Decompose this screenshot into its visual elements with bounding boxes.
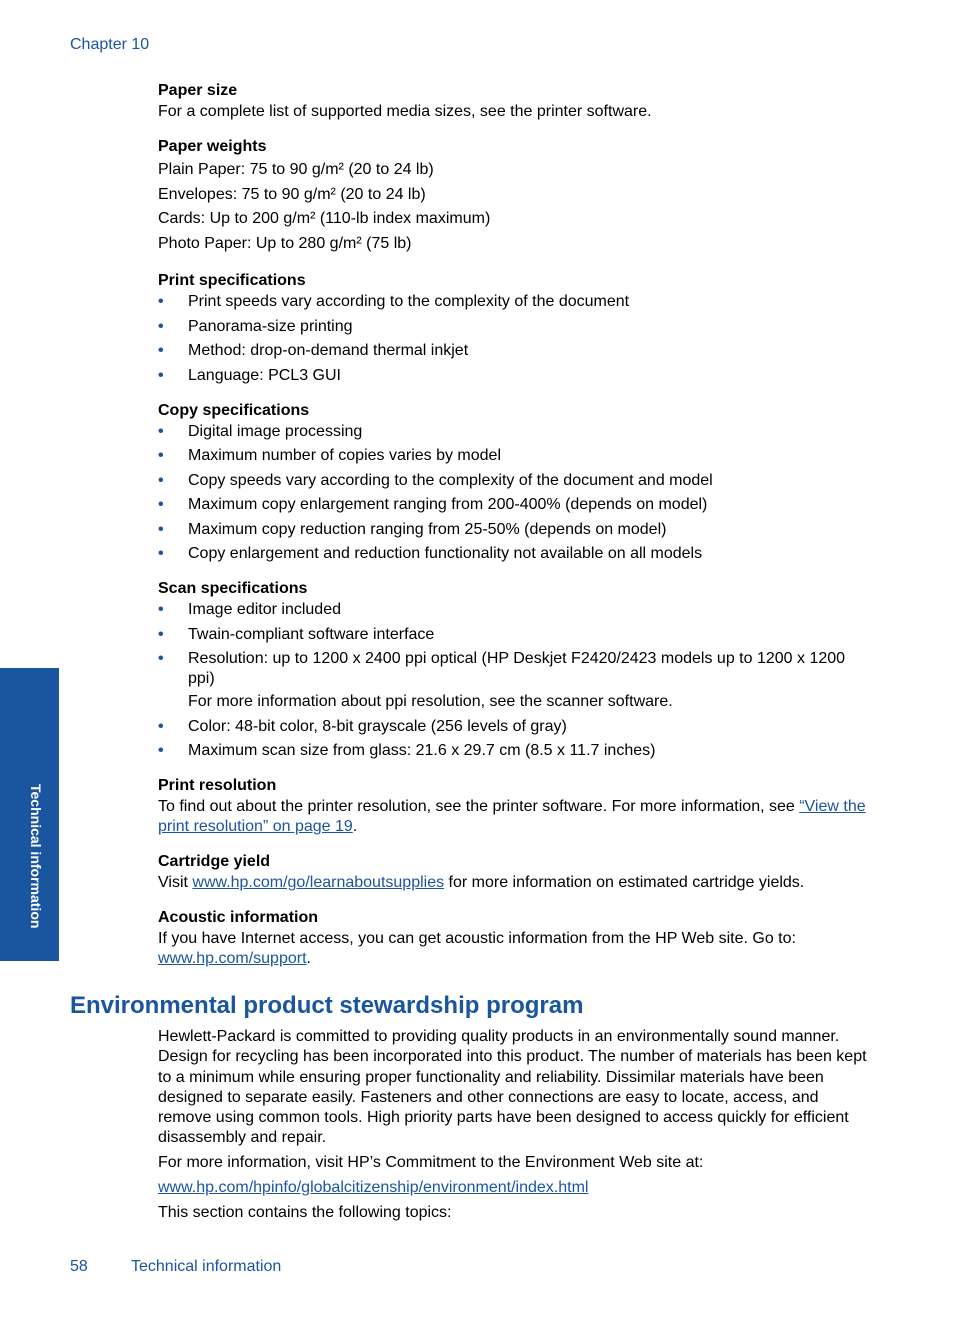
bullet-icon: • (158, 422, 164, 440)
section-text (158, 929, 874, 969)
section-heading: Scan specifications (158, 580, 308, 597)
list-item-text: Resolution: up to 1200 x 2400 ppi optical (HP Deskjet F2420/2423 models up to 1200 x 1200 ppi) (188, 650, 846, 687)
list-item (158, 495, 874, 515)
bullet-icon: • (158, 342, 164, 359)
list-item (158, 292, 874, 312)
paper-weight-line: Photo Paper: Up to 280 g/m² (75 lb) (158, 234, 412, 252)
learn-about-supplies-link[interactable]: www.hp.com/go/learnaboutsupplies (192, 874, 445, 891)
bullet-icon: • (158, 520, 164, 538)
chapter-label: Chapter 10 (70, 36, 150, 53)
environment-paragraph: Hewlett-Packard is committed to providing quality products in an environmentally sound manner. Design for recycling has been incorporated into this product. The number of materials has been kept to a minimum while ensuring proper functionality and reliability. Dissimilar materials have been designed to separate easily. Fasteners and other connections are easy to locate, access, and remove using common tools. High priority parts have been designed to access quickly for efficient disassembly and repair. (158, 1028, 867, 1147)
spec-content (158, 80, 874, 983)
list-item-text: Digital image processing (188, 422, 363, 440)
list-item-text: Twain-compliant software interface (188, 625, 435, 643)
paper-weight-line: Cards: Up to 200 g/m² (110-lb index maximum) (158, 210, 491, 227)
list-item-text: Panorama-size printing (188, 317, 353, 335)
section-text (158, 797, 874, 837)
environment-paragraph: This section contains the following topics: (158, 1203, 452, 1221)
list-item (158, 446, 874, 466)
section-heading: Paper size (158, 82, 238, 99)
section-heading: Acoustic information (158, 909, 319, 926)
bullet-icon: • (158, 742, 164, 759)
list-item (158, 544, 874, 564)
list-item-text: Language: PCL3 GUI (188, 366, 341, 384)
environment-link-line (158, 1178, 874, 1198)
copy-specs-list (158, 422, 874, 565)
bullet-icon: • (158, 496, 164, 513)
view-print-resolution-link[interactable]: “View the print resolution” on page 19 (158, 798, 866, 835)
list-item (158, 520, 874, 540)
environment-paragraph: For more information, visit HP’s Commitment to the Environment Web site at: (158, 1154, 704, 1172)
cartridge-yield-section (158, 851, 874, 893)
section-heading: Paper weights (158, 138, 267, 155)
bullet-icon: • (158, 317, 164, 335)
list-item (158, 471, 874, 491)
environment-body (158, 1027, 874, 1228)
bullet-icon: • (158, 293, 164, 310)
list-item-text: Maximum copy reduction ranging from 25-50% (depends on model) (188, 520, 667, 538)
list-item-text: Copy enlargement and reduction functionality not available on all models (188, 545, 703, 562)
paper-weights-section (158, 136, 874, 256)
hp-support-link[interactable]: www.hp.com/support (158, 950, 307, 967)
text-segment: Visit (158, 874, 193, 891)
print-resolution-section (158, 775, 874, 837)
list-item (158, 366, 874, 386)
paper-weight-line: Plain Paper: 75 to 90 g/m² (20 to 24 lb) (158, 161, 434, 178)
scan-specs-list (158, 600, 874, 761)
section-heading: Cartridge yield (158, 853, 271, 870)
list-item (158, 741, 874, 761)
list-item-text: Maximum number of copies varies by model (188, 447, 502, 464)
environment-heading: Environmental product stewardship program (70, 992, 584, 1019)
list-item-text: Method: drop-on-demand thermal inkjet (188, 342, 469, 359)
scan-specs-section (158, 578, 874, 761)
page-number: 58 (70, 1258, 88, 1275)
list-item (158, 625, 874, 645)
list-item (158, 422, 874, 442)
section-text (158, 873, 874, 893)
bullet-icon: • (158, 471, 164, 489)
list-item (158, 341, 874, 361)
copy-specs-section (158, 400, 874, 565)
side-tab-label: Technical information (28, 784, 44, 929)
list-item (158, 649, 874, 712)
list-item (158, 600, 874, 620)
text-segment: . (306, 950, 311, 967)
paper-size-section (158, 80, 874, 122)
print-specs-section (158, 270, 874, 386)
paper-weight-line: Envelopes: 75 to 90 g/m² (20 to 24 lb) (158, 185, 426, 203)
bullet-icon: • (158, 717, 164, 735)
bullet-icon: • (158, 447, 164, 464)
text-segment: . (352, 818, 358, 835)
bullet-icon: • (158, 601, 164, 618)
list-item-text: Copy speeds vary according to the complexity of the document and model (188, 471, 713, 489)
print-specs-list (158, 292, 874, 386)
section-heading: Print specifications (158, 272, 306, 289)
list-item-text: Maximum copy enlargement ranging from 200-400% (depends on model) (188, 496, 708, 513)
bullet-icon: • (158, 366, 164, 384)
text-segment: To find out about the printer resolution, see the printer software. For more information, see (158, 798, 800, 815)
list-item (158, 717, 874, 737)
list-item-text: Maximum scan size from glass: 21.6 x 29.7 cm (8.5 x 11.7 inches) (188, 742, 656, 759)
section-text: For a complete list of supported media sizes, see the printer software. (158, 103, 652, 120)
footer-title: Technical information (131, 1258, 282, 1275)
list-item-text: Print speeds vary according to the complexity of the document (188, 293, 630, 310)
bullet-icon: • (158, 650, 164, 667)
list-item (158, 317, 874, 337)
bullet-icon: • (158, 625, 164, 643)
text-segment: for more information on estimated cartridge yields. (444, 874, 805, 891)
section-heading: Copy specifications (158, 401, 310, 419)
text-segment: If you have Internet access, you can get acoustic information from the HP Web site. Go to: (158, 930, 796, 947)
bullet-icon: • (158, 545, 164, 562)
environment-link[interactable]: www.hp.com/hpinfo/globalcitizenship/environment/index.html (158, 1179, 589, 1197)
list-item-text: Image editor included (188, 601, 341, 618)
list-item-text: Color: 48-bit color, 8-bit grayscale (256 levels of gray) (188, 717, 567, 735)
acoustic-section (158, 907, 874, 969)
resolution-note: For more information about ppi resolution, see the scanner software. (188, 693, 673, 710)
section-heading: Print resolution (158, 777, 277, 794)
